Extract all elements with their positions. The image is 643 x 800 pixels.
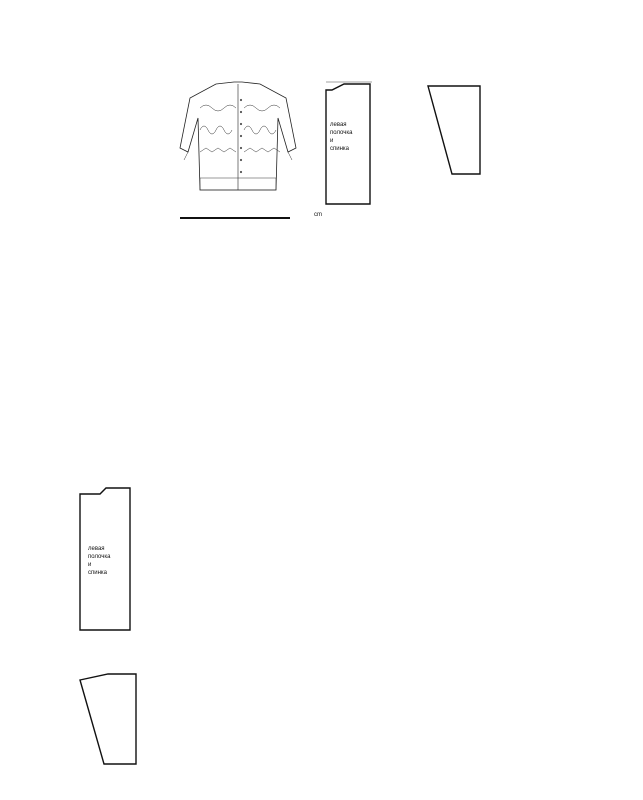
schematic-body-bottom [60,484,170,642]
center-column-text [180,262,298,264]
jacket-illustration [178,78,298,196]
knitting-chart [308,272,638,784]
dim-unit-bottom: cm [314,212,322,218]
page-header [613,30,621,42]
label-line-1: левая [88,546,105,552]
label-line-3: и [330,138,334,144]
schematic-sleeve-top [412,76,522,186]
label-line-4: спинка [88,570,108,576]
label-line-1: левая [330,122,347,128]
label-line-2: полочка [330,130,353,136]
label-line-4: спинка [330,146,350,152]
title-rule [180,217,290,219]
label-line-3: и [88,562,92,568]
schematic-body-top [312,76,412,224]
schematic-sleeve-bottom [60,668,170,784]
left-column-text [78,78,170,96]
label-line-2: полочка [88,554,111,560]
